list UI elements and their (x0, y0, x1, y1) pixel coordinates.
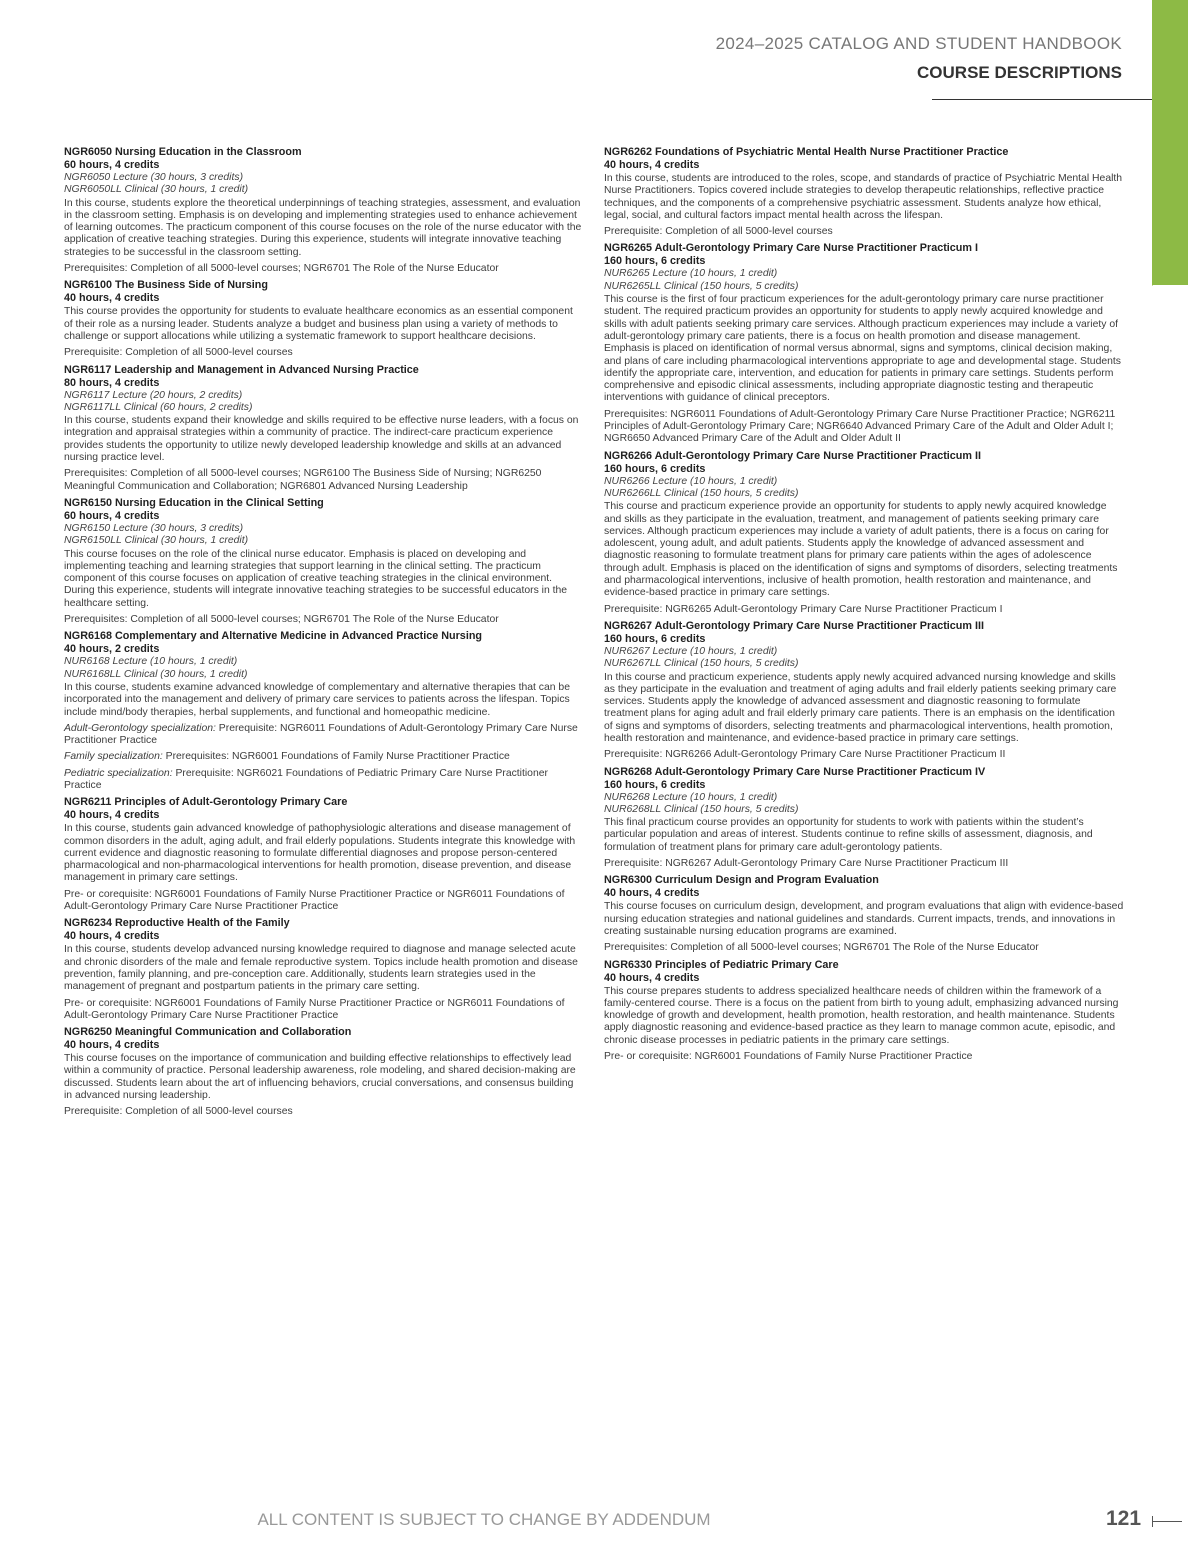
course-title: NGR6250 Meaningful Communication and Collaboration (64, 1026, 352, 1039)
specialization-label: Adult-Gerontology specialization: (64, 722, 216, 734)
course-title: NGR6150 Nursing Education in the Clinical Setting (64, 496, 324, 509)
course-hours: 40 hours, 4 credits (604, 887, 700, 900)
course-description: In this course, students examine advanced knowledge of complementary and alternative therapies that can be incorporated into the management and delivery of primary care services to patients across the lifespan. Topics include mind/body therapies, herbal supplements, and functional and homeopathic medicine. (64, 681, 570, 718)
course-prerequisite (64, 751, 584, 763)
course-component: NUR6265 Lecture (10 hours, 1 credit) (604, 268, 778, 280)
course-title: NGR6100 The Business Side of Nursing (64, 279, 268, 292)
course-title: NGR6117 Leadership and Management in Advanced Nursing Practice (64, 363, 419, 376)
course-component: NUR6266LL Clinical (150 hours, 5 credits) (604, 487, 799, 499)
prerequisite-text: Prerequisite: Completion of all 5000-level courses (64, 1106, 293, 1118)
course-description: This course and practicum experience provide an opportunity for students to apply newly acquired knowledge and skills as they participate in the evaluation, treatment, and management of patients seeking primary care services. Although practicum experiences may include a variety of adult patients, there is a focus on caring for adolescent, young adult, and adult patients. Students apply the knowledge of advanced assessment and diagnostic reasoning to formulate treatment plans for primary care patients within the ages of adolescence through adult. Emphasis is placed on the identification of signs and symptoms of disorders, selecting treatments and pharmacological interventions, inclusive of health promotion, health restoration and maintenance, and evidence-based practice in primary care settings. (604, 501, 1118, 599)
course-title: NGR6267 Adult-Gerontology Primary Care Nurse Practitioner Practicum III (604, 619, 984, 632)
course-title: NGR6168 Complementary and Alternative Medicine in Advanced Practice Nursing (64, 630, 483, 643)
course-component: NGR6050LL Clinical (30 hours, 1 credit) (64, 184, 249, 196)
course-hours: 40 hours, 4 credits (64, 809, 160, 822)
course-entry (64, 917, 584, 1022)
course-entry (64, 630, 584, 792)
course-entry (604, 242, 1124, 445)
course-description: In this course, students develop advanced nursing knowledge required to diagnose and manage selected acute and chronic disorders of the male and female reproductive system. Topics include health promotion and disease prevention, family planning, and pre-conception care. Additionally, students learn strategies used in the management of pregnant and postpartum patients in the primary care setting. (64, 944, 578, 993)
course-description: This course provides the opportunity for students to evaluate healthcare economics as an essential component of their role as a nursing leader. Students analyze a budget and business plan using a variety of methods to challenge or support allocations while utilizing a systematic framework to support healthcare decisions. (64, 306, 573, 342)
course-component: NGR6050 Lecture (30 hours, 3 credits) (64, 172, 244, 183)
section-tab-tip (1152, 250, 1188, 286)
course-prerequisite (64, 1106, 584, 1118)
catalog-title: 2024–2025 CATALOG AND STUDENT HANDBOOK (715, 34, 1122, 53)
course-component: NGR6117 Lecture (20 hours, 2 credits) (64, 389, 243, 401)
course-prerequisite (64, 998, 584, 1023)
header-rule (932, 99, 1152, 100)
prerequisite-text: Prerequisites: NGR6001 Foundations of Family Nurse Practitioner Practice (165, 751, 510, 763)
prerequisite-text: Prerequisite: Completion of all 5000-level courses (604, 226, 833, 238)
course-component: NUR6267LL Clinical (150 hours, 5 credits) (604, 658, 799, 670)
course-description: In this course, students explore the theoretical underpinnings of teaching strategies, assessment, and evaluation in the classroom setting. Emphasis is on developing and implementing strategies used to enhance achievement of learning outcomes. The practicum component of this course focuses on the role of the nurse educator with the application of creative teaching strategies. During this experience, students will integrate innovative teaching strategies to be successful in the classroom setting. (64, 197, 582, 258)
course-prerequisite (64, 263, 584, 275)
course-title: NGR6234 Reproductive Health of the Family (64, 917, 290, 930)
course-hours: 60 hours, 4 credits (64, 509, 160, 522)
course-component: NUR6265LL Clinical (150 hours, 5 credits) (604, 280, 799, 292)
right-column (604, 146, 1124, 1067)
page-number: 121 (1106, 1507, 1142, 1530)
course-description: In this course, students expand their knowledge and skills required to be effective nurse leaders, with a focus on integration and appraisal strategies within a community of practice. The indirect-care practicum experience provides students the opportunity to utilize newly developed leadership knowledge and skills at an advanced nursing practice level. (64, 415, 579, 464)
course-description: In this course, students gain advanced knowledge of pathophysiologic alterations and disease management of common disorders in the adult, aging adult, and frail elderly populations. Students integrate this knowledge with current evidence and diagnostic reasoning to formulate differential diagnoses and propose person-centered pharmacological and non-pharmacological interventions for health promotion, disease prevention, and disease management in primary care settings. (64, 823, 576, 884)
course-entry (604, 450, 1124, 616)
prerequisite-text: Prerequisite: NGR6011 Foundations of Adult-Gerontology Primary Care Nurse Practitioner Practice (64, 722, 578, 747)
course-prerequisite (604, 942, 1124, 954)
course-entry (64, 497, 584, 626)
course-component: NUR6266 Lecture (10 hours, 1 credit) (604, 475, 778, 487)
course-title: NGR6265 Adult-Gerontology Primary Care Nurse Practitioner Practicum I (604, 242, 979, 255)
course-description: This course focuses on the role of the clinical nurse educator. Emphasis is placed on developing and implementing teaching and learning strategies that support learning in the clinical setting. The practicum component of this course focuses on application of creative teaching strategies in the clinical environment. During this experience, students will integrate innovative teaching strategies to be successful educators in the healthcare setting. (64, 548, 568, 609)
prerequisite-text: Prerequisites: Completion of all 5000-level courses; NGR6100 The Business Side of Nursing; NGR6250 Meaningful Communication and Collaboration; NGR6801 Advanced Nursing Leadership (64, 468, 542, 492)
course-entry (64, 1026, 584, 1118)
course-title: NGR6266 Adult-Gerontology Primary Care Nurse Practitioner Practicum II (604, 449, 981, 462)
course-hours: 80 hours, 4 credits (64, 376, 160, 389)
page-number-rule (1152, 1521, 1182, 1522)
course-hours: 160 hours, 6 credits (604, 778, 706, 791)
course-component: NGR6150 Lecture (30 hours, 3 credits) (64, 522, 244, 534)
course-prerequisite (64, 468, 584, 493)
prerequisite-text: Prerequisite: NGR6265 Adult-Gerontology Primary Care Nurse Practitioner Practicum I (604, 603, 1003, 615)
course-hours: 40 hours, 4 credits (604, 159, 700, 171)
course-prerequisite (64, 723, 584, 748)
course-component: NGR6117LL Clinical (60 hours, 2 credits) (64, 401, 253, 413)
prerequisite-text: Prerequisites: Completion of all 5000-level courses; NGR6701 The Role of the Nurse Educator (604, 942, 1039, 954)
prerequisite-text: Pre- or corequisite: NGR6001 Foundations of Family Nurse Practitioner Practice or NGR6011 Foundations of Adult-Gerontology Primary Care Nurse Practitioner Practice (64, 888, 565, 913)
course-component: NUR6168 Lecture (10 hours, 1 credit) (64, 656, 238, 668)
specialization-label: Pediatric specialization: (64, 767, 173, 779)
course-hours: 60 hours, 4 credits (64, 159, 160, 171)
course-component: NGR6150LL Clinical (30 hours, 1 credit) (64, 535, 249, 547)
specialization-label: Family specialization: (64, 751, 163, 763)
course-title: NGR6300 Curriculum Design and Program Evaluation (604, 874, 879, 887)
course-entry (604, 874, 1124, 954)
course-prerequisite (64, 768, 584, 793)
course-entry (64, 364, 584, 493)
course-hours: 40 hours, 4 credits (64, 930, 160, 943)
course-component: NUR6267 Lecture (10 hours, 1 credit) (604, 645, 778, 657)
course-prerequisite (64, 347, 584, 359)
course-component: NUR6268 Lecture (10 hours, 1 credit) (604, 791, 778, 803)
course-entry (604, 959, 1124, 1064)
course-entry (64, 146, 584, 275)
course-title: NGR6268 Adult-Gerontology Primary Care Nurse Practitioner Practicum IV (604, 765, 986, 778)
prerequisite-text: Pre- or corequisite: NGR6001 Foundations of Family Nurse Practitioner Practice (604, 1051, 973, 1063)
prerequisite-text: Pre- or corequisite: NGR6001 Foundations of Family Nurse Practitioner Practice or NGR6011 Foundations of Adult-Gerontology Primary Care Nurse Practitioner Practice (64, 997, 565, 1021)
course-prerequisite (64, 889, 584, 914)
course-hours: 40 hours, 4 credits (64, 292, 160, 305)
course-description: In this course, students are introduced to the roles, scope, and standards of practice of Psychiatric Mental Health Nurse Practitioners. Topics covered include strategies to develop therapeutic relationships, reflective practice techniques, and the components of a comprehensive psychiatric assessment. Students analyze how ethical, legal, social, and cultural factors impact mental health across the lifespan. (604, 173, 1123, 221)
course-description: In this course and practicum experience, students apply newly acquired advanced nursing knowledge and skills as they participate in the evaluation and treatment of aging adults and frail elderly patients seeking primary care services. Students apply the knowledge of advanced assessment and diagnostic reasoning to formulate treatment plans for aging adult and frail elderly primary care patients. There is an emphasis on the identification of signs and symptoms of disorders, selecting treatments and pharmacological interventions, health promotion, health restoration and maintenance, and evidence-based practice in primary care settings. (604, 671, 1117, 744)
course-description: This course focuses on the importance of communication and building effective relationships to effectively lead within a community of practice. Personal leadership awareness, role modeling, and shared decision-making are discussed. Students learn about the art of influencing behaviors, crucial conversations, and consensus building in advanced nursing leadership. (64, 1053, 576, 1102)
course-prerequisite (604, 749, 1124, 761)
course-entry (604, 766, 1124, 871)
course-hours: 160 hours, 6 credits (604, 255, 706, 268)
course-title: NGR6262 Foundations of Psychiatric Mental Health Nurse Practitioner Practice (604, 146, 1009, 158)
course-description: This course focuses on curriculum design, development, and program evaluations that align with evidence-based nursing education strategies and national guidelines and standards. Current impacts, trends, and innovations in creating sustainable nursing education programs are examined. (604, 901, 1124, 937)
left-column (64, 146, 584, 1123)
prerequisite-text: Prerequisite: NGR6266 Adult-Gerontology Primary Care Nurse Practitioner Practicum II (604, 749, 1006, 761)
course-description: This final practicum course provides an opportunity for students to work with patients within the student’s particular population and areas of interest. Students continue to refine skills of assessment, diagnosis, and formulation of treatment plans for primary care adult-gerontology patients. (604, 817, 1093, 853)
course-prerequisite (64, 614, 584, 626)
prerequisite-text: Prerequisites: Completion of all 5000-level courses; NGR6701 The Role of the Nurse Educator (64, 263, 499, 275)
prerequisite-text: Prerequisite: NGR6267 Adult-Gerontology Primary Care Nurse Practitioner Practicum III (604, 858, 1009, 870)
course-description: This course is the first of four practicum experiences for the adult-gerontology primary care nurse practitioner student. The required practicum provides an opportunity for students to apply newly acquired knowledge and skills with adult patients seeking primary care services. Although practicum experiences may include a variety of adult-gerontology primary care patients, there is a focus on health promotion and disease management. Emphasis is placed on identification of normal versus abnormal, signs and symptoms, clinical decision making, and plans of care including pharmacological interventions appropriate to age and developmental stage. Students identify the appropriate care, intervention, and education for patients in primary care settings. Students perform comprehensive and episodic clinical assessments, including appropriate diagnostic testing and therapeutic interventions with guidance of clinical preceptors. (604, 294, 1121, 404)
course-component: NUR6268LL Clinical (150 hours, 5 credits) (604, 803, 799, 815)
course-hours: 40 hours, 4 credits (604, 971, 700, 984)
page-number-tick (1152, 1516, 1153, 1527)
course-prerequisite (604, 858, 1124, 870)
course-entry (64, 796, 584, 913)
prerequisite-text: Prerequisite: Completion of all 5000-level courses (64, 347, 293, 359)
course-title: NGR6050 Nursing Education in the Classroom (64, 146, 302, 158)
course-hours: 40 hours, 4 credits (64, 1039, 160, 1052)
prerequisite-text: Prerequisites: Completion of all 5000-level courses; NGR6701 The Role of the Nurse Educator (64, 614, 499, 626)
footer-notice: ALL CONTENT IS SUBJECT TO CHANGE BY ADDENDUM (257, 1510, 711, 1529)
course-entry (604, 620, 1124, 762)
course-description: This course prepares students to address specialized healthcare needs of children within the framework of a family-centered course. There is a focus on the patient from birth to young adult, emphasizing advanced nursing knowledge of growth and development, health promotion, health restoration, and health maintenance. Students apply diagnostic reasoning and evidence-based practice as they learn to manage common acute, episodic, and chronic disease processes in pediatric patients in the primary care settings. (604, 985, 1119, 1046)
course-prerequisite (604, 1051, 1124, 1063)
course-hours: 160 hours, 6 credits (604, 632, 706, 645)
course-prerequisite (604, 604, 1124, 616)
course-title: NGR6330 Principles of Pediatric Primary Care (604, 958, 839, 971)
prerequisite-text: Prerequisite: NGR6021 Foundations of Pediatric Primary Care Nurse Practitioner Practice (64, 767, 548, 791)
course-hours: 40 hours, 2 credits (64, 643, 160, 656)
course-title: NGR6211 Principles of Adult-Gerontology Primary Care (64, 796, 348, 809)
prerequisite-text: Prerequisites: NGR6011 Foundations of Adult-Gerontology Primary Care Nurse Practitioner Practice; NGR6211 Principles of Adult-Gerontology Primary Care; NGR6640 Advanced Primary Care of the Adult and Older Adult I; NGR6650 Advanced Primary Care of the Adult and Older Adult II (604, 408, 1116, 445)
course-hours: 160 hours, 6 credits (604, 462, 706, 475)
section-title: COURSE DESCRIPTIONS (917, 63, 1122, 82)
course-prerequisite (604, 226, 1124, 238)
course-prerequisite (604, 409, 1124, 446)
section-tab (1152, 0, 1188, 285)
course-entry (604, 146, 1124, 238)
course-entry (64, 279, 584, 359)
course-component: NUR6168LL Clinical (30 hours, 1 credit) (64, 668, 248, 680)
